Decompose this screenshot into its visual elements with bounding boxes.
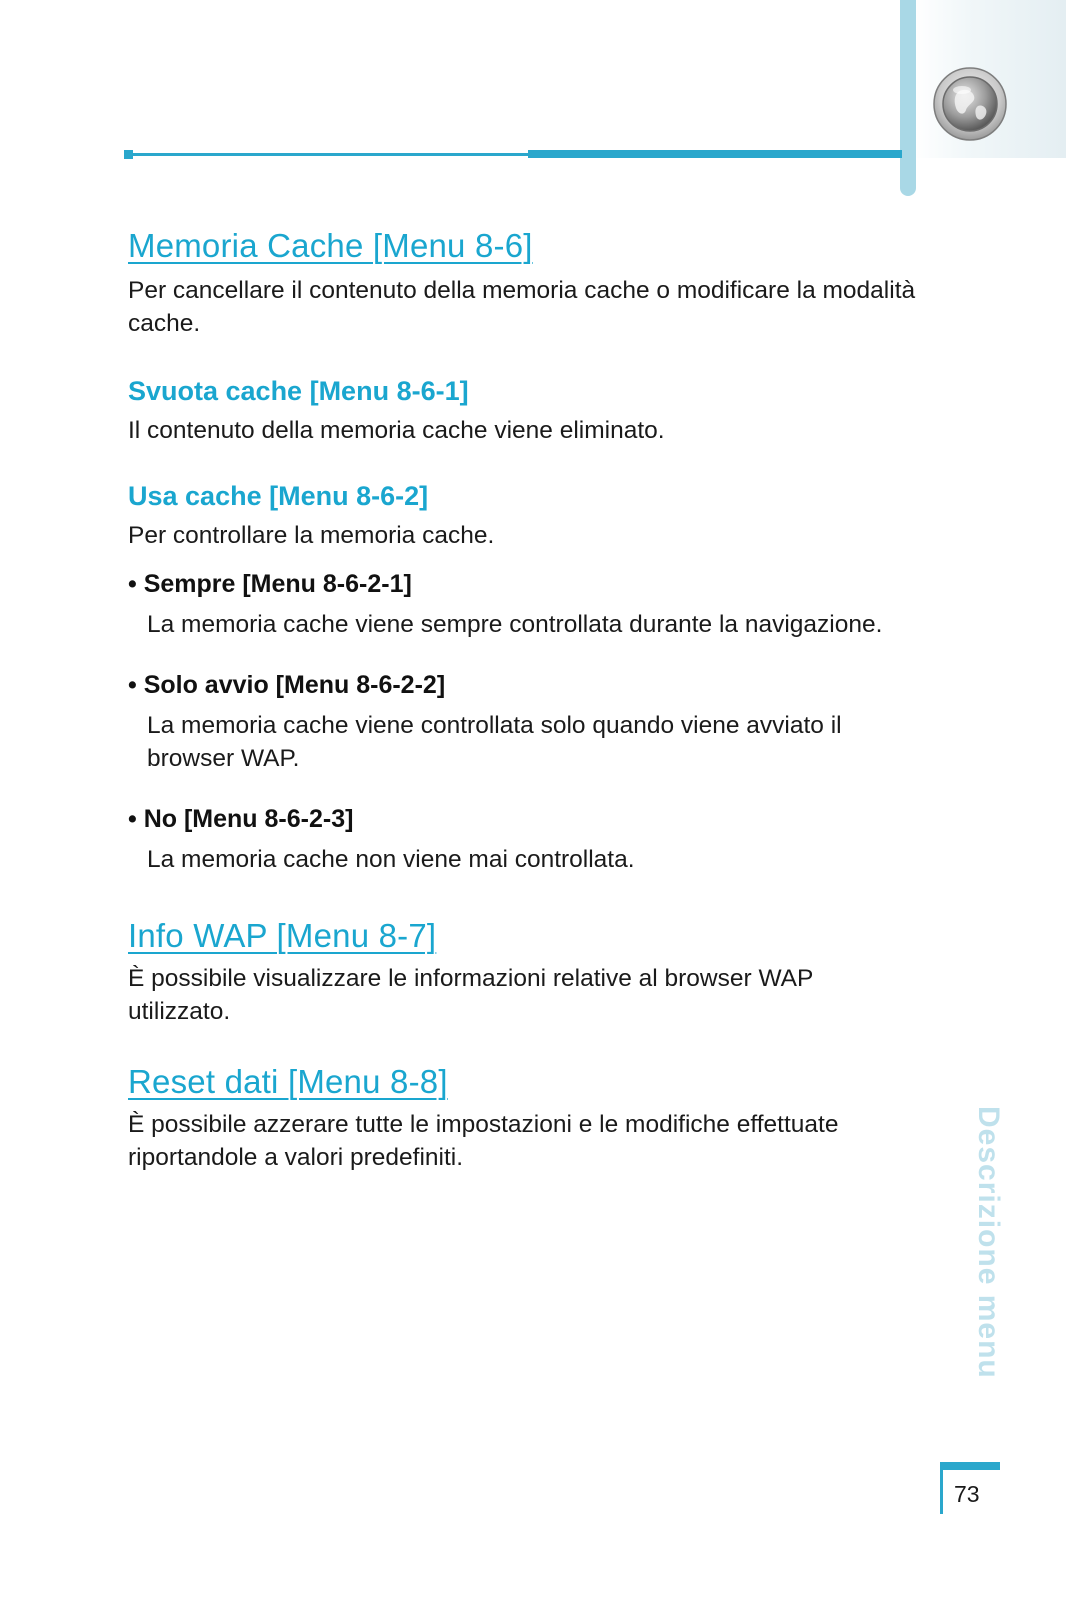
- subsection-text-usa-cache: Per controllare la memoria cache.: [128, 522, 495, 549]
- section-text-memoria-cache: Per cancellare il contenuto della memoria cache o modificare la modalità cache.: [128, 277, 916, 337]
- bullet-title-sempre: • Sempre [Menu 8-6-2-1]: [128, 570, 412, 598]
- page-number-rule-vertical: [940, 1462, 943, 1514]
- header-rule-thin: [132, 153, 532, 156]
- header-corner-bar: [900, 0, 916, 196]
- section-text-info-wap: È possibile visualizzare le informazioni relative al browser WAP utilizzato.: [128, 965, 813, 1025]
- section-title-info-wap: Info WAP [Menu 8-7]: [128, 917, 437, 954]
- section-text-reset-dati: È possibile azzerare tutte le impostazioni e le modifiche effettuate riportandole a valori predefiniti.: [128, 1111, 839, 1171]
- page-number-rule-horizontal: [940, 1462, 1000, 1470]
- bullet-text-no: La memoria cache non viene mai controllata.: [147, 846, 635, 873]
- section-title-memoria-cache: Memoria Cache [Menu 8-6]: [128, 227, 533, 264]
- subsection-text-svuota-cache: Il contenuto della memoria cache viene eliminato.: [128, 417, 665, 444]
- page-number: 73: [954, 1481, 980, 1507]
- bullet-text-solo-avvio: La memoria cache viene controllata solo quando viene avviato il browser WAP.: [147, 712, 842, 772]
- page-content: [128, 226, 918, 1174]
- bullet-title-no: • No [Menu 8-6-2-3]: [128, 805, 354, 833]
- bullet-title-solo-avvio: • Solo avvio [Menu 8-6-2-2]: [128, 671, 446, 699]
- globe-icon: [932, 66, 1008, 142]
- header-rule-thick: [528, 150, 902, 158]
- section-title-reset-dati: Reset dati [Menu 8-8]: [128, 1063, 448, 1100]
- side-tab-label: Descrizione menu: [972, 1106, 1005, 1379]
- subsection-title-usa-cache: Usa cache [Menu 8-6-2]: [128, 481, 429, 511]
- bullet-text-sempre: La memoria cache viene sempre controllata durante la navigazione.: [147, 611, 883, 638]
- subsection-title-svuota-cache: Svuota cache [Menu 8-6-1]: [128, 376, 469, 406]
